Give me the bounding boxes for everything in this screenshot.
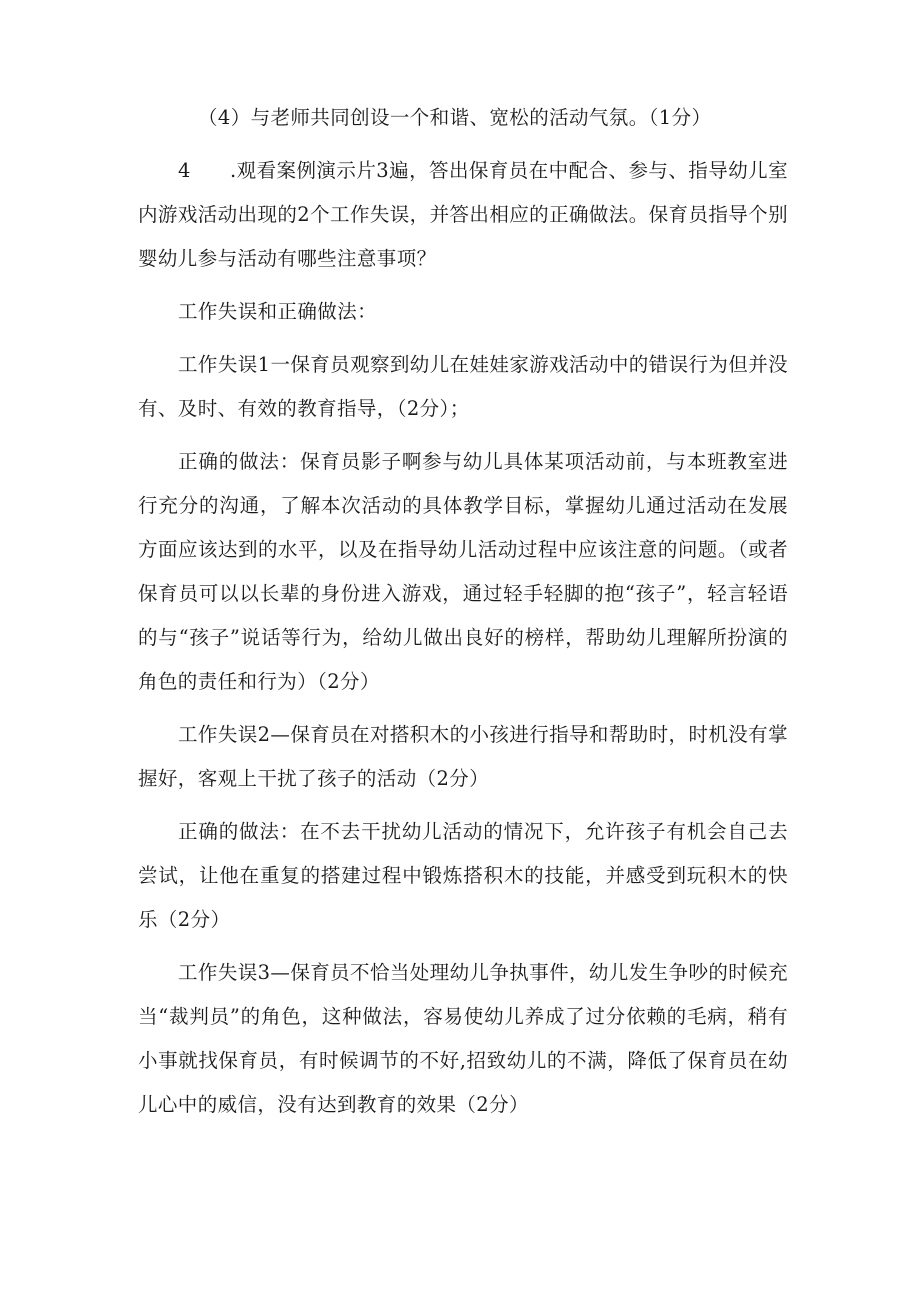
- paragraph-correct-2: 正确的做法：在不去干扰幼儿活动的情况下，允许孩子有机会自己去尝试，让他在重复的搭建过程中锻炼搭积木的技能，并感受到玩积木的快乐（2分）: [138, 820, 788, 931]
- paragraph-mistake-3: 工作失误3—保育员不恰当处理幼儿争执事件，幼儿发生争吵的时候充当“裁判员”的角色，这种做法，容易使幼儿养成了过分依赖的毛病，稍有小事就找保育员，有时候调节的不好,招致幼儿的不满，降低了保育员在幼儿心中的威信，没有达到教育的效果（2分）: [138, 961, 788, 1116]
- paragraph-item-4-atmosphere: （4）与老师共同创设一个和谐、宽松的活动气氛。（1分）: [198, 106, 712, 129]
- paragraph-heading-mistakes: 工作失误和正确做法：: [178, 300, 378, 323]
- paragraph-question-4: [138, 149, 788, 281]
- paragraph-correct-1: 正确的做法：保育员影子啊参与幼儿具体某项活动前，与本班教室进行充分的沟通，了解本次活动的具体教学目标，掌握幼儿通过活动在发展方面应该达到的水平，以及在指导幼儿活动过程中应该注意的问题。（或者保育员可以以长辈的身份进入游戏，通过轻手轻脚的抱“孩子”，轻言轻语的与“孩子”说话等行为，给幼儿做出良好的榜样，帮助幼儿理解所扮演的角色的责任和行为）（2分）: [138, 450, 788, 693]
- paragraph-mistake-1: 工作失误1一保育员观察到幼儿在娃娃家游戏活动中的错误行为但并没有、及时、有效的教育指导，（2分）；: [138, 353, 788, 420]
- question-number: 4: [178, 159, 191, 182]
- document-body: [138, 96, 788, 1136]
- paragraph-mistake-2: 工作失误2—保育员在对搭积木的小孩进行指导和帮助时，时机没有掌握好，客观上干扰了孩子的活动（2分）: [138, 723, 788, 790]
- question-text: .观看案例演示片3遍，答出保育员在中配合、参与、指导幼儿室内游戏活动出现的2个工作失误，并答出相应的正确做法。保育员指导个别婴幼儿参与活动有哪些注意事项？: [138, 159, 788, 270]
